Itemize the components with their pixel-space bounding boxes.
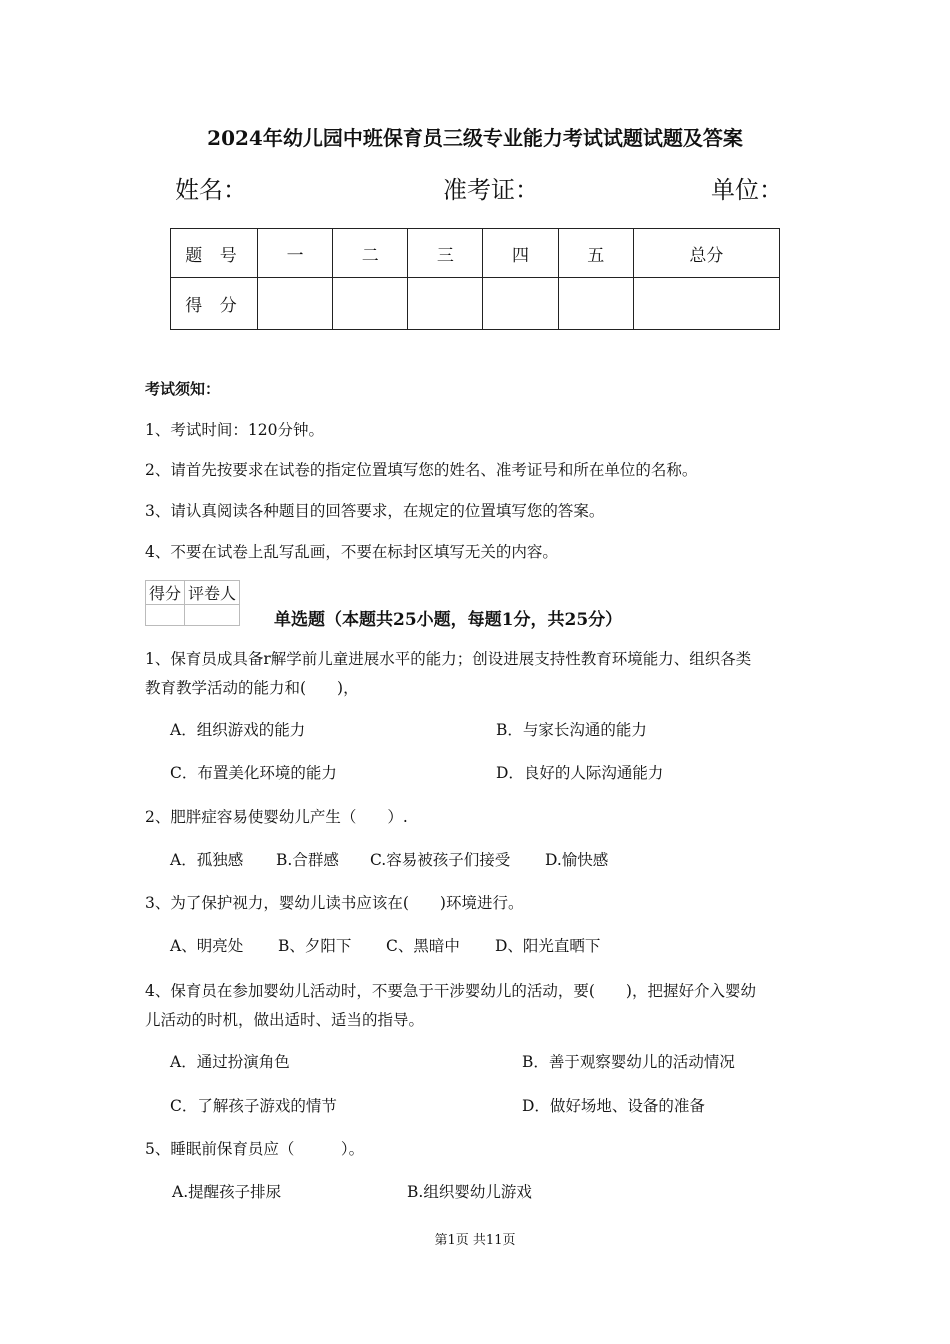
exam-number-label: 准考证： bbox=[443, 176, 539, 204]
column-5: 五 bbox=[558, 229, 633, 278]
name-label: 姓名： bbox=[175, 176, 247, 204]
score-table-score-row bbox=[171, 278, 780, 330]
option-a: A．组织游戏的能力 bbox=[170, 721, 306, 739]
option-d: D、阳光直晒下 bbox=[495, 937, 601, 955]
option-a: A．孤独感 bbox=[170, 851, 244, 869]
question-3-text: 3、为了保护视力，婴幼儿读书应该在( )环境进行。 bbox=[145, 894, 524, 912]
option-c: C．布置美化环境的能力 bbox=[170, 764, 337, 782]
option-d: D.愉快感 bbox=[545, 851, 609, 869]
question-5-text: 5、睡眠前保育员应（ ）。 bbox=[145, 1140, 365, 1158]
question-4-text: 4、保育员在参加婴幼儿活动时，不要急于干涉婴幼儿的活动，要( )，把握好介入婴幼 bbox=[145, 982, 756, 1000]
notice-item: 3、请认真阅读各种题目的回答要求，在规定的位置填写您的答案。 bbox=[145, 502, 605, 520]
question-number-label: 题 号 bbox=[171, 229, 258, 278]
option-d: D．良好的人际沟通能力 bbox=[496, 764, 664, 782]
grader-score-label: 得分 bbox=[146, 581, 185, 605]
grader-box bbox=[145, 580, 240, 626]
section-heading: 单选题（本题共25小题，每题1分，共25分） bbox=[274, 610, 623, 630]
score-cell-5 bbox=[558, 278, 633, 330]
question-1-text: 1、保育员成具备r解学前儿童进展水平的能力；创设进展支持性教育环境能力、组织各类 bbox=[145, 650, 752, 668]
question-1-text-cont: 教育教学活动的能力和( )， bbox=[145, 679, 359, 697]
option-a: A．通过扮演角色 bbox=[170, 1053, 290, 1071]
column-2: 二 bbox=[333, 229, 408, 278]
score-table-header-row bbox=[171, 229, 780, 278]
notice-item: 1、考试时间：120分钟。 bbox=[145, 421, 324, 439]
option-b: B.组织婴幼儿游戏 bbox=[407, 1183, 532, 1201]
option-b: B.合群感 bbox=[276, 851, 339, 869]
option-a: A、明亮处 bbox=[170, 937, 244, 955]
score-cell-total bbox=[633, 278, 779, 330]
option-c: C、黑暗中 bbox=[386, 937, 460, 955]
option-c: C.容易被孩子们接受 bbox=[370, 851, 511, 869]
score-cell-3 bbox=[408, 278, 483, 330]
column-1: 一 bbox=[258, 229, 333, 278]
question-2-text: 2、肥胖症容易使婴幼儿产生（ ）. bbox=[145, 808, 408, 826]
page-number: 第1页 共11页 bbox=[434, 1233, 516, 1248]
column-3: 三 bbox=[408, 229, 483, 278]
grader-score-cell bbox=[146, 605, 185, 626]
option-b: B．善于观察婴幼儿的活动情况 bbox=[522, 1053, 735, 1071]
option-d: D．做好场地、设备的准备 bbox=[522, 1097, 705, 1115]
page-title: 2024年幼儿园中班保育员三级专业能力考试试题试题及答案 bbox=[207, 126, 743, 150]
notice-item: 4、不要在试卷上乱写乱画，不要在标封区填写无关的内容。 bbox=[145, 543, 558, 561]
column-total: 总分 bbox=[633, 229, 779, 278]
option-c: C．了解孩子游戏的情节 bbox=[170, 1097, 337, 1115]
notice-item: 2、请首先按要求在试卷的指定位置填写您的姓名、准考证号和所在单位的名称。 bbox=[145, 461, 698, 479]
question-4-text-cont: 儿活动的时机，做出适时、适当的指导。 bbox=[145, 1011, 425, 1029]
unit-label: 单位： bbox=[711, 176, 783, 204]
option-b: B、夕阳下 bbox=[278, 937, 352, 955]
option-b: B．与家长沟通的能力 bbox=[496, 721, 647, 739]
score-cell-1 bbox=[258, 278, 333, 330]
score-cell-4 bbox=[483, 278, 558, 330]
column-4: 四 bbox=[483, 229, 558, 278]
score-table bbox=[170, 228, 780, 330]
option-a: A.提醒孩子排尿 bbox=[172, 1183, 282, 1201]
notice-heading: 考试须知： bbox=[145, 380, 221, 398]
grader-name-label: 评卷人 bbox=[185, 581, 240, 605]
grader-name-cell bbox=[185, 605, 240, 626]
score-cell-2 bbox=[333, 278, 408, 330]
score-label: 得 分 bbox=[171, 278, 258, 330]
